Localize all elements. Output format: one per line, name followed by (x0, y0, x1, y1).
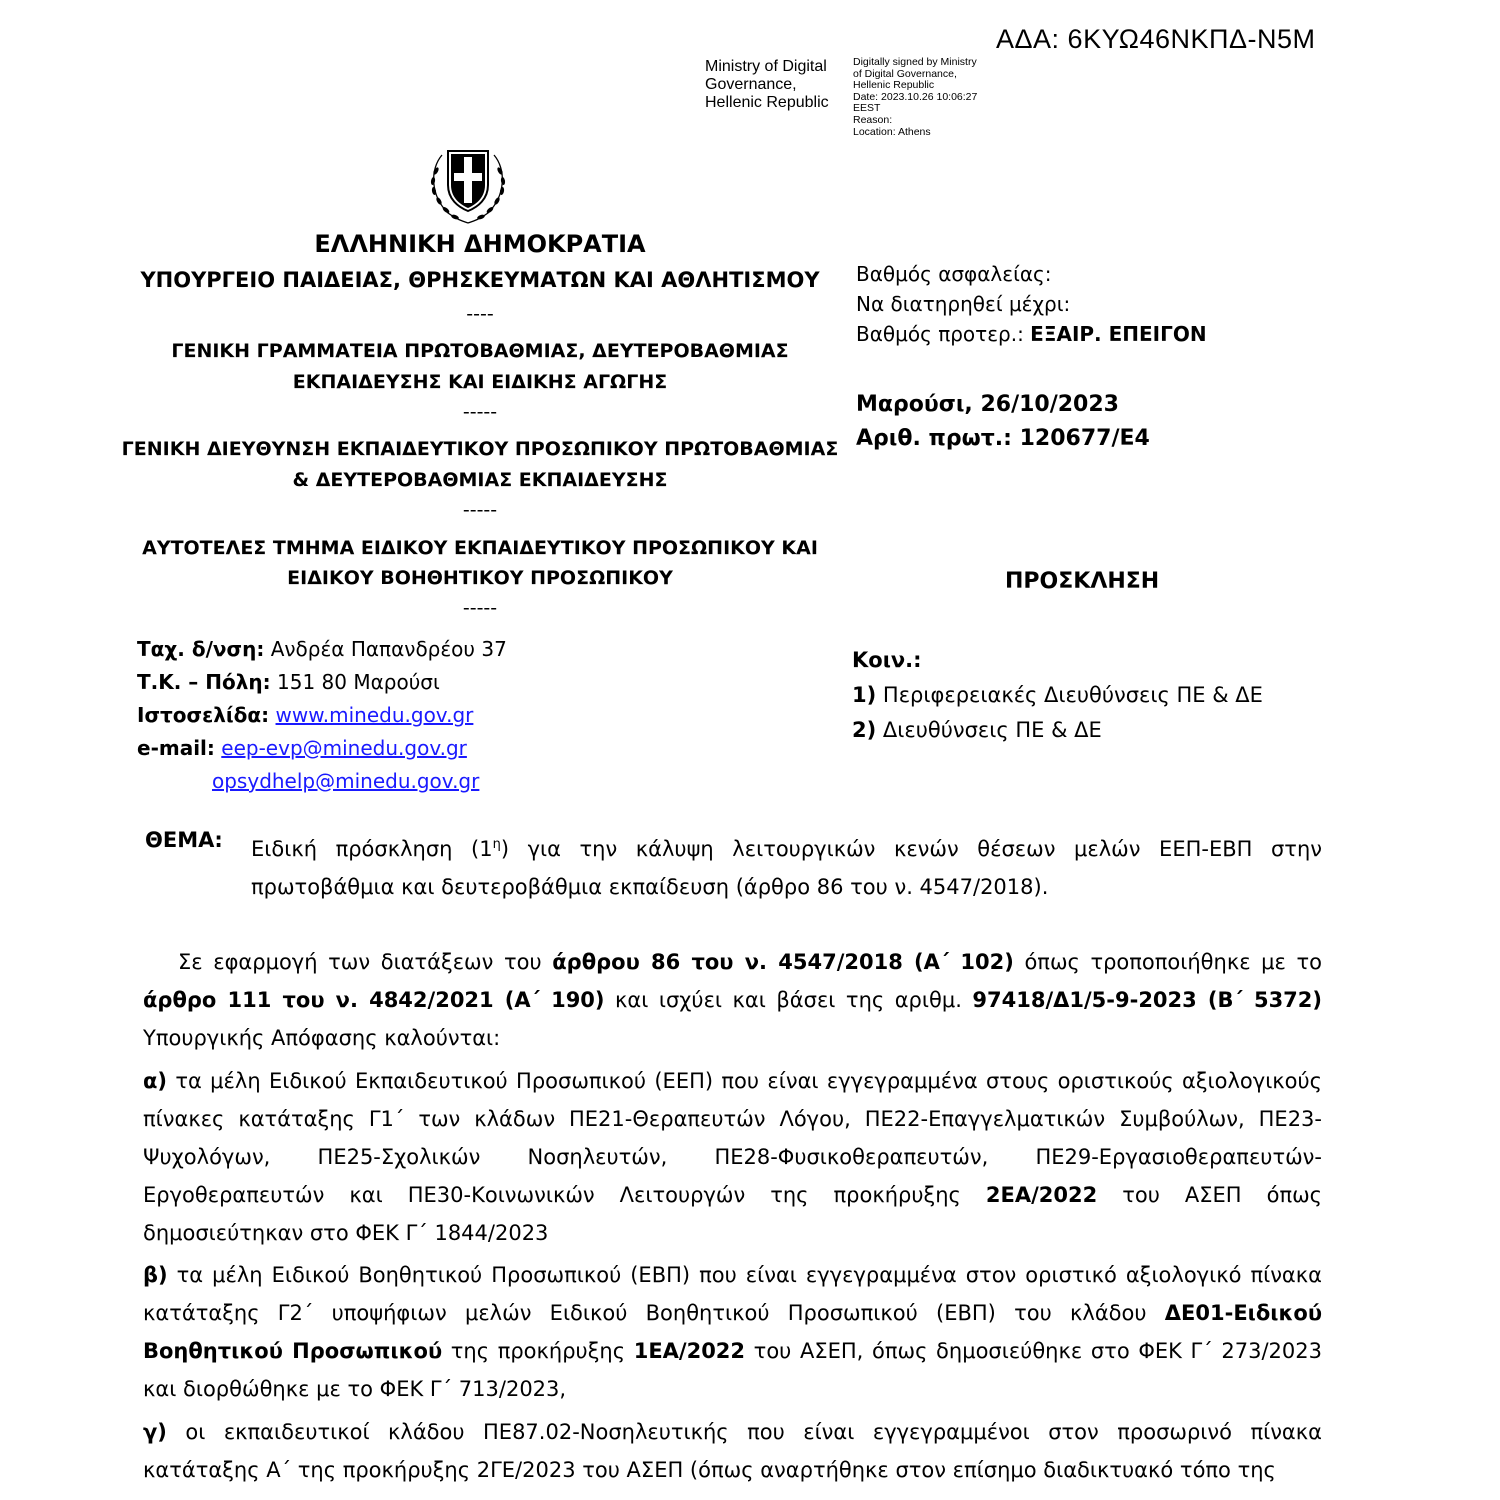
item-b-paragraph (143, 1256, 1322, 1408)
website-label: Ιστοσελίδα: (137, 703, 270, 727)
text-run: όπως τροποποιήθηκε με το (1013, 950, 1322, 974)
email-line (137, 732, 507, 765)
header-separator: ---- (466, 303, 494, 325)
protocol-number: Αριθ. πρωτ.: 120677/Ε4 (856, 426, 1150, 451)
ministry-title: ΥΠΟΥΡΓΕΙΟ ΠΑΙΔΕΙΑΣ, ΘΡΗΣΚΕΥΜΑΤΩΝ ΚΑΙ ΑΘΛΗΤΙΣΜΟΥ (140, 268, 820, 292)
bold-run: άρθρο 111 του ν. 4842/2021 (Α΄ 190) (143, 988, 605, 1012)
date-protocol-block (856, 388, 1150, 456)
address-line (137, 633, 507, 666)
bold-run: άρθρου 86 του ν. 4547/2018 (Α΄ 102) (552, 950, 1014, 974)
subject-label: ΘΕΜΑ: (145, 828, 223, 852)
contact-block (137, 633, 507, 798)
address-label: Ταχ. δ/νση: (137, 637, 265, 661)
text-run: της προκήρυξης (442, 1339, 634, 1363)
city-label: Τ.Κ. – Πόλη: (137, 670, 271, 694)
signature-org-line: Ministry of Digital (705, 58, 827, 75)
hellenic-emblem-icon (420, 133, 516, 229)
signature-org-line: Hellenic Republic (705, 94, 829, 111)
text-run: τα μέλη Ειδικού Βοηθητικού Προσωπικού (ΕΒΠ) που είναι εγγεγραμμένα στον οριστικό αξιολογικό πίνακα κατάταξης Γ2΄ υποψήφιων μελών Ειδικού Βοηθητικού Προσωπικού (ΕΒΠ) του κλάδου (143, 1263, 1322, 1325)
signature-organization (705, 58, 829, 112)
bold-run: 2ΕΑ/2022 (985, 1183, 1098, 1207)
koin-item-text: Περιφερειακές Διευθύνσεις ΠΕ & ΔΕ (882, 683, 1263, 707)
koin-item (852, 678, 1263, 713)
signature-meta-line: Location: Athens (853, 125, 931, 138)
email-line (137, 765, 507, 798)
signature-meta-line: EEST (853, 102, 881, 115)
signature-org-line: Governance, (705, 76, 797, 93)
republic-title: ΕΛΛΗΝΙΚΗ ΔΗΜΟΚΡΑΤΙΑ (314, 230, 646, 258)
item-a-paragraph (143, 1062, 1322, 1252)
email-link[interactable]: eep-evp@minedu.gov.gr (221, 736, 467, 760)
subject-text-part: ) για την κάλυψη λειτουργικών κενών θέσεων μελών ΕΕΠ-ΕΒΠ στην πρωτοβάθμια και δευτεροβάθμια εκπαίδευση (άρθρο 86 του ν. 4547/2018). (251, 837, 1322, 899)
item-label: β) (143, 1263, 168, 1287)
koin-item-number: 2) (852, 718, 877, 742)
koin-block (852, 643, 1263, 748)
text-run: τα μέλη Ειδικού Εκπαιδευτικού Προσωπικού (ΕΕΠ) που είναι εγγεγραμμένα στους οριστικούς αξιολογικούς πίνακες κατάταξης Γ1΄ των κλάδων ΠΕ21-Θεραπευτών Λόγου, ΠΕ22-Επαγγελματικών Συμβούλων, ΠΕ23-Ψυχολόγων, ΠΕ25-Σχολικών Νοσηλευτών, ΠΕ28-Φυσικοθεραπευτών, ΠΕ29-Εργασιοθεραπευτών-Εργοθεραπευτών και ΠΕ30-Κοινωνικών Λειτουργών της προκήρυξης (143, 1069, 1322, 1207)
general-secretariat-line: ΓΕΝΙΚΗ ΓΡΑΜΜΑΤΕΙΑ ΠΡΩΤΟΒΑΘΜΙΑΣ, ΔΕΥΤΕΡΟΒΑΘΜΙΑΣ (171, 340, 789, 362)
address-value: Ανδρέα Παπανδρέου 37 (270, 637, 507, 661)
signature-meta-line: Reason: (853, 113, 893, 126)
koin-item-text: Διευθύνσεις ΠΕ & ΔΕ (882, 718, 1102, 742)
keep-until-label: Να διατηρηθεί μέχρι: (856, 292, 1071, 316)
text-run: και ισχύει και βάσει της αριθμ. (604, 988, 973, 1012)
bold-run: ΔΕ01-Ειδικού Βοηθητικού Προσωπικού (143, 1301, 1322, 1363)
item-label: α) (143, 1069, 168, 1093)
subject-text-part: Ειδική πρόσκληση (1 (251, 837, 493, 861)
koin-label: Κοιν.: (852, 648, 922, 672)
department-line: ΑΥΤΟΤΕΛΕΣ ΤΜΗΜΑ ΕΙΔΙΚΟΥ ΕΚΠΑΙΔΕΥΤΙΚΟΥ ΠΡΟΣΩΠΙΚΟΥ ΚΑΙ (142, 537, 818, 559)
subject-superscript: η (492, 837, 501, 852)
general-directorate-line: ΓΕΝΙΚΗ ΔΙΕΥΘΥΝΣΗ ΕΚΠΑΙΔΕΥΤΙΚΟΥ ΠΡΟΣΩΠΙΚΟΥ ΠΡΩΤΟΒΑΘΜΙΑΣ (121, 438, 839, 460)
website-line (137, 699, 507, 732)
signature-details (853, 57, 977, 138)
header-separator: ----- (462, 401, 498, 423)
department-line: ΕΙΔΙΚΟΥ ΒΟΗΘΗΤΙΚΟΥ ΠΡΟΣΩΠΙΚΟΥ (287, 567, 673, 589)
security-block (856, 259, 1207, 349)
invitation-title: ΠΡΟΣΚΛΗΣΗ (1005, 569, 1160, 594)
text-run: Υπουργικής Απόφασης καλούνται: (143, 1026, 501, 1050)
priority-line (856, 319, 1207, 349)
general-directorate-line: & ΔΕΥΤΕΡΟΒΑΘΜΙΑΣ ΕΚΠΑΙΔΕΥΣΗΣ (292, 469, 668, 491)
priority-label: Βαθμός προτερ.: (856, 322, 1024, 346)
text-run: οι εκπαιδευτικοί κλάδου ΠΕ87.02-Νοσηλευτικής που είναι εγγεγραμμένοι στον προσωρινό πίνακα κατάταξης Α΄ της προκήρυξης 2ΓΕ/2023 του ΑΣΕΠ (όπως αναρτήθηκε στον επίσημο διαδικτυακό τόπο της (143, 1420, 1322, 1482)
city-line (137, 666, 507, 699)
document-date: Μαρούσι, 26/10/2023 (856, 392, 1119, 417)
signature-meta-line: Hellenic Republic (853, 79, 935, 92)
priority-value: ΕΞΑΙΡ. ΕΠΕΙΓΟΝ (1030, 322, 1207, 346)
security-level-label: Βαθμός ασφαλείας: (856, 262, 1052, 286)
subject-text (251, 826, 1322, 906)
intro-paragraph (143, 943, 1322, 1057)
email-label: e-mail: (137, 736, 215, 760)
signature-meta-line: of Digital Governance, (853, 67, 957, 80)
signature-meta-line: Digitally signed by Ministry (853, 56, 977, 68)
general-secretariat-line: ΕΚΠΑΙΔΕΥΣΗΣ ΚΑΙ ΕΙΔΙΚΗΣ ΑΓΩΓΗΣ (292, 371, 668, 393)
city-value: 151 80 Μαρούσι (277, 670, 440, 694)
website-link[interactable]: www.minedu.gov.gr (275, 703, 474, 727)
bold-run: 97418/Δ1/5-9-2023 (Β΄ 5372) (972, 988, 1322, 1012)
text-run: Σε εφαρμογή των διατάξεων του (178, 950, 553, 974)
koin-item-number: 1) (852, 683, 877, 707)
header-separator: ----- (462, 597, 498, 619)
signature-meta-line: Date: 2023.10.26 10:06:27 (853, 90, 978, 103)
ada-code: ΑΔΑ: 6ΚΥΩ46ΝΚΠΔ-Ν5Μ (996, 24, 1316, 54)
bold-run: 1ΕΑ/2022 (633, 1339, 746, 1363)
item-label: γ) (143, 1420, 167, 1444)
koin-item (852, 713, 1263, 748)
text-run: του ΑΣΕΠ, όπως δημοσιεύθηκε στο ΦΕΚ Γ΄ 273/2023 και διορθώθηκε με το ΦΕΚ Γ΄ 713/2023, (143, 1339, 1322, 1401)
header-separator: ----- (462, 499, 498, 521)
item-c-paragraph (143, 1413, 1322, 1489)
email-link[interactable]: opsydhelp@minedu.gov.gr (212, 769, 480, 793)
text-run: του ΑΣΕΠ όπως δημοσιεύτηκαν στο ΦΕΚ Γ΄ 1844/2023 (143, 1183, 1322, 1245)
